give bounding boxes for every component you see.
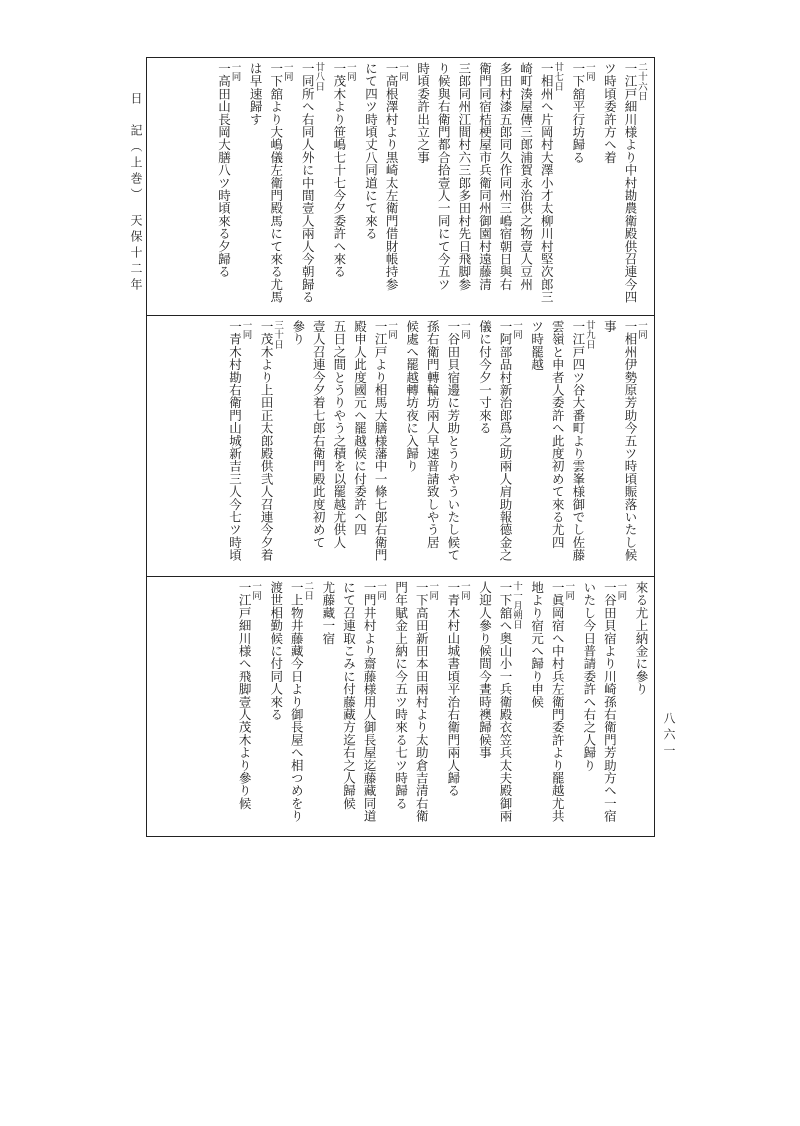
date-label: 一同	[240, 320, 252, 340]
date-label: 廿九日	[583, 320, 595, 350]
date-label: 一同	[583, 62, 595, 82]
date-label: 一同	[511, 320, 523, 340]
text-column: 來る尤上納金に參り	[634, 581, 649, 696]
text-column: 一青木村勘右衛門山城新吉三人今七ツ時頃	[227, 320, 243, 562]
text-column: 一相州へ片岡村大澤小才太柳川村堅次郎三	[539, 62, 555, 304]
text-column: 一茂木より笹嶋七十七今夕委許へ來る	[331, 62, 347, 278]
date-label: 一同	[397, 62, 409, 82]
text-column: 孫右衛門轉輪坊兩人早速普請致しやう居	[425, 320, 441, 549]
text-column: 一門井村より齋藤様用人御長屋迄藤藏同道	[362, 581, 378, 823]
section-divider-2	[146, 576, 655, 577]
text-column: ツ時頃委許方へ着	[602, 62, 618, 164]
text-column: ツ時罷越	[529, 320, 545, 371]
text-column: 參り	[290, 320, 306, 346]
text-column: 一阿部品村新治郎爲之助兩人肩助報德金之	[498, 320, 514, 562]
text-column: 雲嶺と申者人委許へ此度初めて來る尤四	[550, 320, 566, 549]
text-section-middle	[151, 320, 649, 573]
text-column: 渡世相勤候に付同人來る	[268, 581, 284, 721]
date-label: 一同	[458, 581, 470, 601]
date-label: 二十六日	[636, 62, 647, 101]
text-column: 多田村漆五郎同久作同州三嶋宿朝日與右	[498, 62, 514, 291]
date-label: 十一月朔日	[511, 581, 523, 630]
text-column: 崎町湊屋傳三郎浦賀永治供之物壹人豆州	[518, 62, 534, 291]
text-column: 一茂木より上田正太郎殿供弐人召連今夕着	[259, 320, 275, 562]
text-column: 一江戸より相馬大膳様藩中一條七郎右衛門	[373, 320, 389, 562]
text-column: にて召連取こみに付藤藏方迄右之人歸候	[341, 581, 357, 810]
text-column: 尤藤藏一宿	[320, 581, 336, 645]
text-column: 一高田山長岡大膳八ツ時頃來る夕歸る	[216, 62, 232, 278]
text-column: 一江戸細川様より中村勘農衛殿供召連今四	[623, 62, 638, 304]
text-column: 壹人召連今夕着七郎右衛門殿此度初めて	[311, 320, 327, 549]
text-column: 一江戸四ツ谷大番町より雲峯様御でし佐藤	[570, 320, 586, 562]
text-column: 一青木村山城書頃平治右衛門兩人歸る	[445, 581, 461, 797]
running-header: 日 記（上巻） 天保十二年	[129, 92, 143, 294]
text-column: にて四ツ時頃丈八同道にて來る	[363, 62, 379, 240]
date-label: 廿八日	[313, 62, 325, 92]
date-label: 一同	[229, 62, 241, 82]
text-column: 三郎同州江間村六三郎多田村先日飛脚参	[456, 62, 472, 291]
text-column: 儀に付今夕一寸來る	[477, 320, 493, 435]
text-column: 五日之間とうりやう之積を以罷越尤供人	[331, 320, 347, 549]
text-column: 一江戸細川様へ飛脚壹人茂木より參り候	[237, 581, 253, 810]
text-column: 人迎人參り候間今晝時襖歸候事	[477, 581, 493, 759]
date-label: 一同	[250, 581, 262, 601]
text-column: 一谷田貝宿邊に芳助とうりやういたし候て	[445, 320, 461, 562]
text-column: 一高根澤村より黒崎太左衛門借財帳持参	[384, 62, 400, 291]
date-label: 一同	[375, 581, 387, 601]
date-label: 一同	[615, 581, 627, 601]
text-column: 一上物井藤藏今日より御長屋へ相つめをり	[289, 581, 305, 823]
text-column: いたし今日普請委許へ右之人歸り	[581, 581, 597, 772]
date-label: 一同	[386, 320, 398, 340]
text-column: 一下舘より大嶋儀左衛門殿馬にて來る尤馬	[268, 62, 284, 304]
date-label: 一同	[458, 320, 470, 340]
text-column: は早速歸す	[248, 62, 264, 126]
date-label: 一同	[427, 581, 439, 601]
date-label: 廿七日	[552, 62, 564, 92]
text-column: 一同所へ右同人外に中間壹人兩人今朝歸る	[300, 62, 316, 304]
text-column: 一谷田貝宿より川崎孫右衛門芳助方へ一宿	[602, 581, 618, 823]
text-column: 一眞岡宿へ中村兵左衛門委許より罷越尤共	[550, 581, 566, 823]
text-column: 一下舘へ奥山小一兵衛殿衣笠兵太夫殿御兩	[498, 581, 514, 823]
text-section-top	[151, 62, 649, 314]
text-column: 地より宿元へ歸り申候	[529, 581, 545, 708]
date-label: 二日	[302, 581, 314, 601]
text-section-bottom	[151, 581, 649, 833]
date-label: 一同	[344, 62, 356, 82]
text-column: 一下高田新田本田兩村より太助倉吉清右衛	[414, 581, 430, 823]
page-number: 八六一	[662, 712, 676, 760]
date-label: 一同	[281, 62, 293, 82]
text-column: 一相州伊勢原芳助今五ツ時頃賑落いたし候	[623, 320, 638, 562]
text-column: 門年賦金上納に今五ツ時來る七ツ時歸る	[393, 581, 409, 810]
date-label: 三十日	[272, 320, 284, 350]
text-column: 殿申人此度國元へ罷越候に付委許へ四	[352, 320, 368, 536]
text-column: 一下舘平行坊歸る	[570, 62, 586, 164]
text-column: 時頃委許出立之事	[415, 62, 431, 164]
date-label: 一同	[636, 320, 647, 340]
text-column: 事	[602, 320, 618, 333]
date-label: 一同	[563, 581, 575, 601]
text-column: 候處へ罷越轉坊夜に入歸り	[404, 320, 420, 473]
section-divider-1	[146, 315, 655, 316]
text-column: り候與右衛門都合拾壹人一同にて今五ツ	[436, 62, 452, 291]
text-column: 衛門同宿桔梗屋市兵衛同州御園村遠藤清	[477, 62, 493, 291]
